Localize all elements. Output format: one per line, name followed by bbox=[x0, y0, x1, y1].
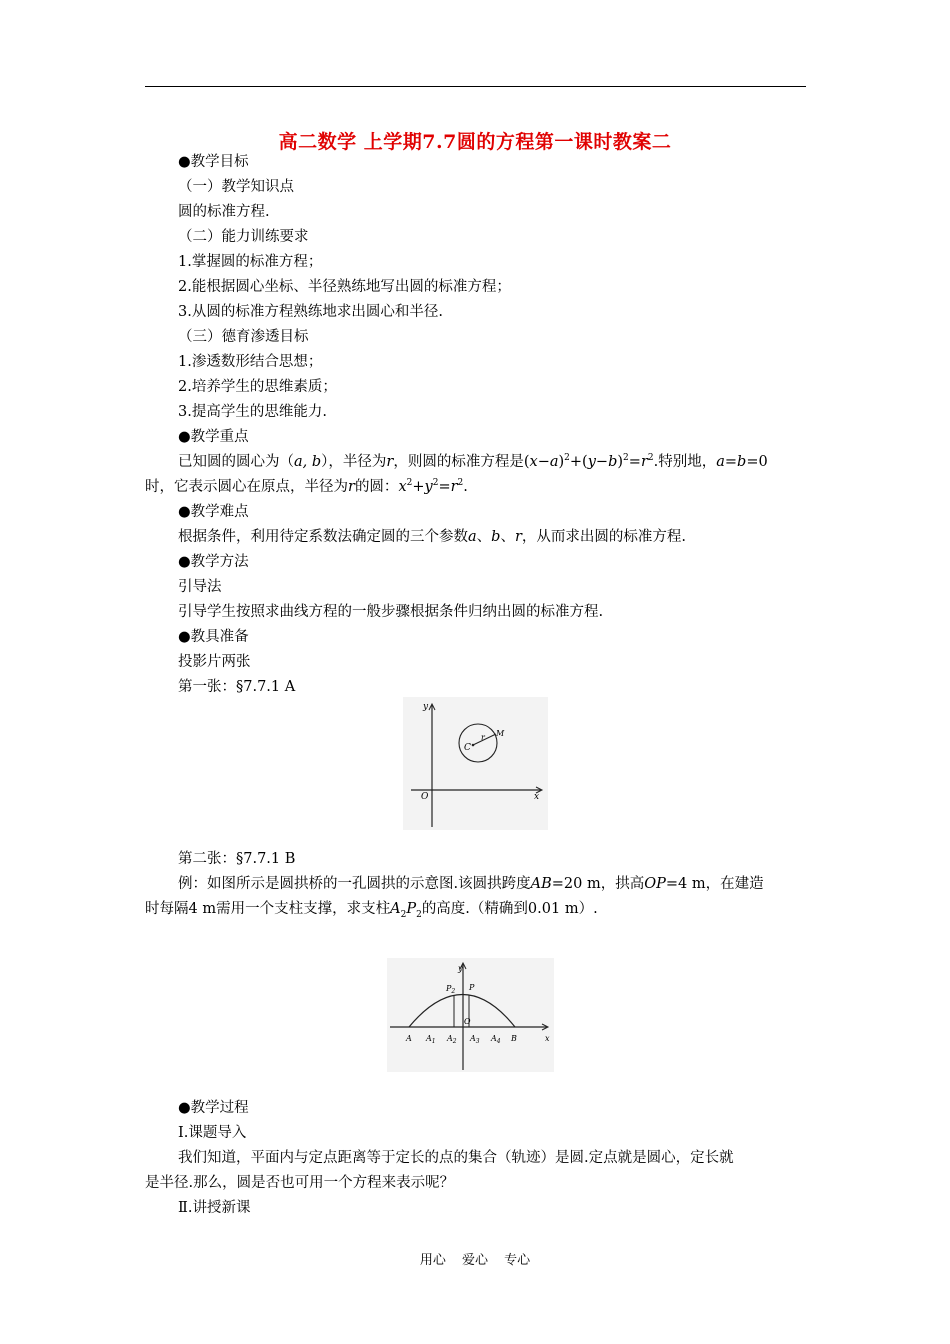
goal-1a: 圆的标准方程. bbox=[178, 204, 270, 220]
fig-b-a1-label: $A_1$ bbox=[426, 1034, 436, 1045]
heading-method: ●教学方法 bbox=[178, 554, 249, 570]
fig-b-x-label: x bbox=[545, 1034, 550, 1043]
method-1: 引导法 bbox=[178, 579, 222, 595]
goal-1: （一）教学知识点 bbox=[178, 179, 294, 195]
heading-goals: ●教学目标 bbox=[178, 154, 249, 170]
fig-a-radius-label: r bbox=[481, 733, 485, 742]
fig-b-b-label: B bbox=[511, 1034, 517, 1043]
goal-3: （三）德育渗透目标 bbox=[178, 329, 309, 345]
key-line-2: 时，它表示圆心在原点，半径为r的圆：$x^2+y^2=r^2$. bbox=[145, 478, 468, 495]
fig-b-p-label: P bbox=[469, 983, 475, 992]
fig-b-y-label: y bbox=[458, 964, 463, 973]
goal-3a: 1.渗透数形结合思想； bbox=[178, 354, 323, 370]
fig-a-origin-label: O bbox=[421, 792, 429, 802]
goal-2c: 3.从圆的标准方程熟练地求出圆心和半径. bbox=[178, 304, 443, 320]
goal-3b: 2.培养学生的思维素质； bbox=[178, 379, 337, 395]
goal-2a: 1.掌握圆的标准方程； bbox=[178, 254, 323, 270]
fig-a-point-label: M bbox=[496, 729, 505, 738]
goal-2: （二）能力训练要求 bbox=[178, 229, 309, 245]
fig-b-p2-label: $P_2$ bbox=[446, 984, 456, 995]
fig-a-y-label: y bbox=[423, 702, 429, 712]
process-2: 我们知道，平面内与定点距离等于定长的点的集合（轨迹）是圆.定点就是圆心，定长就 bbox=[178, 1150, 734, 1166]
fig-b-origin-label: O bbox=[464, 1017, 471, 1026]
goal-3c: 3.提高学生的思维能力. bbox=[178, 404, 327, 420]
process-4: Ⅱ.讲授新课 bbox=[178, 1200, 251, 1216]
difficulty-line: 根据条件，利用待定系数法确定圆的三个参数a、b、r，从而求出圆的标准方程. bbox=[178, 529, 686, 545]
fig-b-a3-label: $A_3$ bbox=[470, 1034, 480, 1045]
fig-b-a4-label: $A_4$ bbox=[491, 1034, 501, 1045]
heading-tools: ●教具准备 bbox=[178, 629, 249, 645]
header-rule bbox=[145, 86, 806, 87]
footer-word-3: 专心 bbox=[504, 1253, 531, 1268]
fig-b-a-label: A bbox=[406, 1034, 412, 1043]
heading-process: ●教学过程 bbox=[178, 1100, 249, 1116]
key-line-1: 已知圆的圆心为（a, b），半径为r，则圆的标准方程是$(x-a)^2+(y-b)^2=r^2$.特别地，a=b=0 bbox=[178, 453, 768, 470]
fig-b-a2-label: $A_2$ bbox=[447, 1034, 457, 1045]
page-footer bbox=[0, 1249, 950, 1268]
example-line-2: 时每隔4 m需用一个支柱支撑，求支柱$A_2P_2$的高度.（精确到0.01 m）. bbox=[145, 901, 598, 920]
figure-arch-b bbox=[387, 958, 554, 1072]
method-2: 引导学生按照求曲线方程的一般步骤根据条件归纳出圆的标准方程. bbox=[178, 604, 604, 620]
page-title: 高二数学 上学期7.7圆的方程第一课时教案二 bbox=[278, 131, 672, 153]
process-3: 是半径.那么，圆是否也可用一个方程来表示呢？ bbox=[145, 1175, 455, 1191]
heading-key: ●教学重点 bbox=[178, 429, 249, 445]
tools-3: 第二张：§7.7.1 B bbox=[178, 851, 296, 867]
tools-2: 第一张：§7.7.1 A bbox=[178, 679, 296, 695]
fig-a-center-label: C bbox=[464, 743, 471, 753]
tools-1: 投影片两张 bbox=[178, 654, 251, 670]
footer-word-2: 爱心 bbox=[461, 1253, 488, 1268]
fig-a-x-label: x bbox=[534, 792, 540, 802]
example-line-1: 例：如图所示是圆拱桥的一孔圆拱的示意图.该圆拱跨度AB=20 m，拱高OP=4 m，在建造 bbox=[178, 876, 764, 892]
footer-word-1: 用心 bbox=[419, 1253, 446, 1268]
heading-difficulty: ●教学难点 bbox=[178, 504, 249, 520]
goal-2b: 2.能根据圆心坐标、半径熟练地写出圆的标准方程； bbox=[178, 279, 511, 295]
process-1: Ⅰ.课题导入 bbox=[178, 1125, 247, 1141]
figure-circle-a bbox=[403, 697, 548, 830]
